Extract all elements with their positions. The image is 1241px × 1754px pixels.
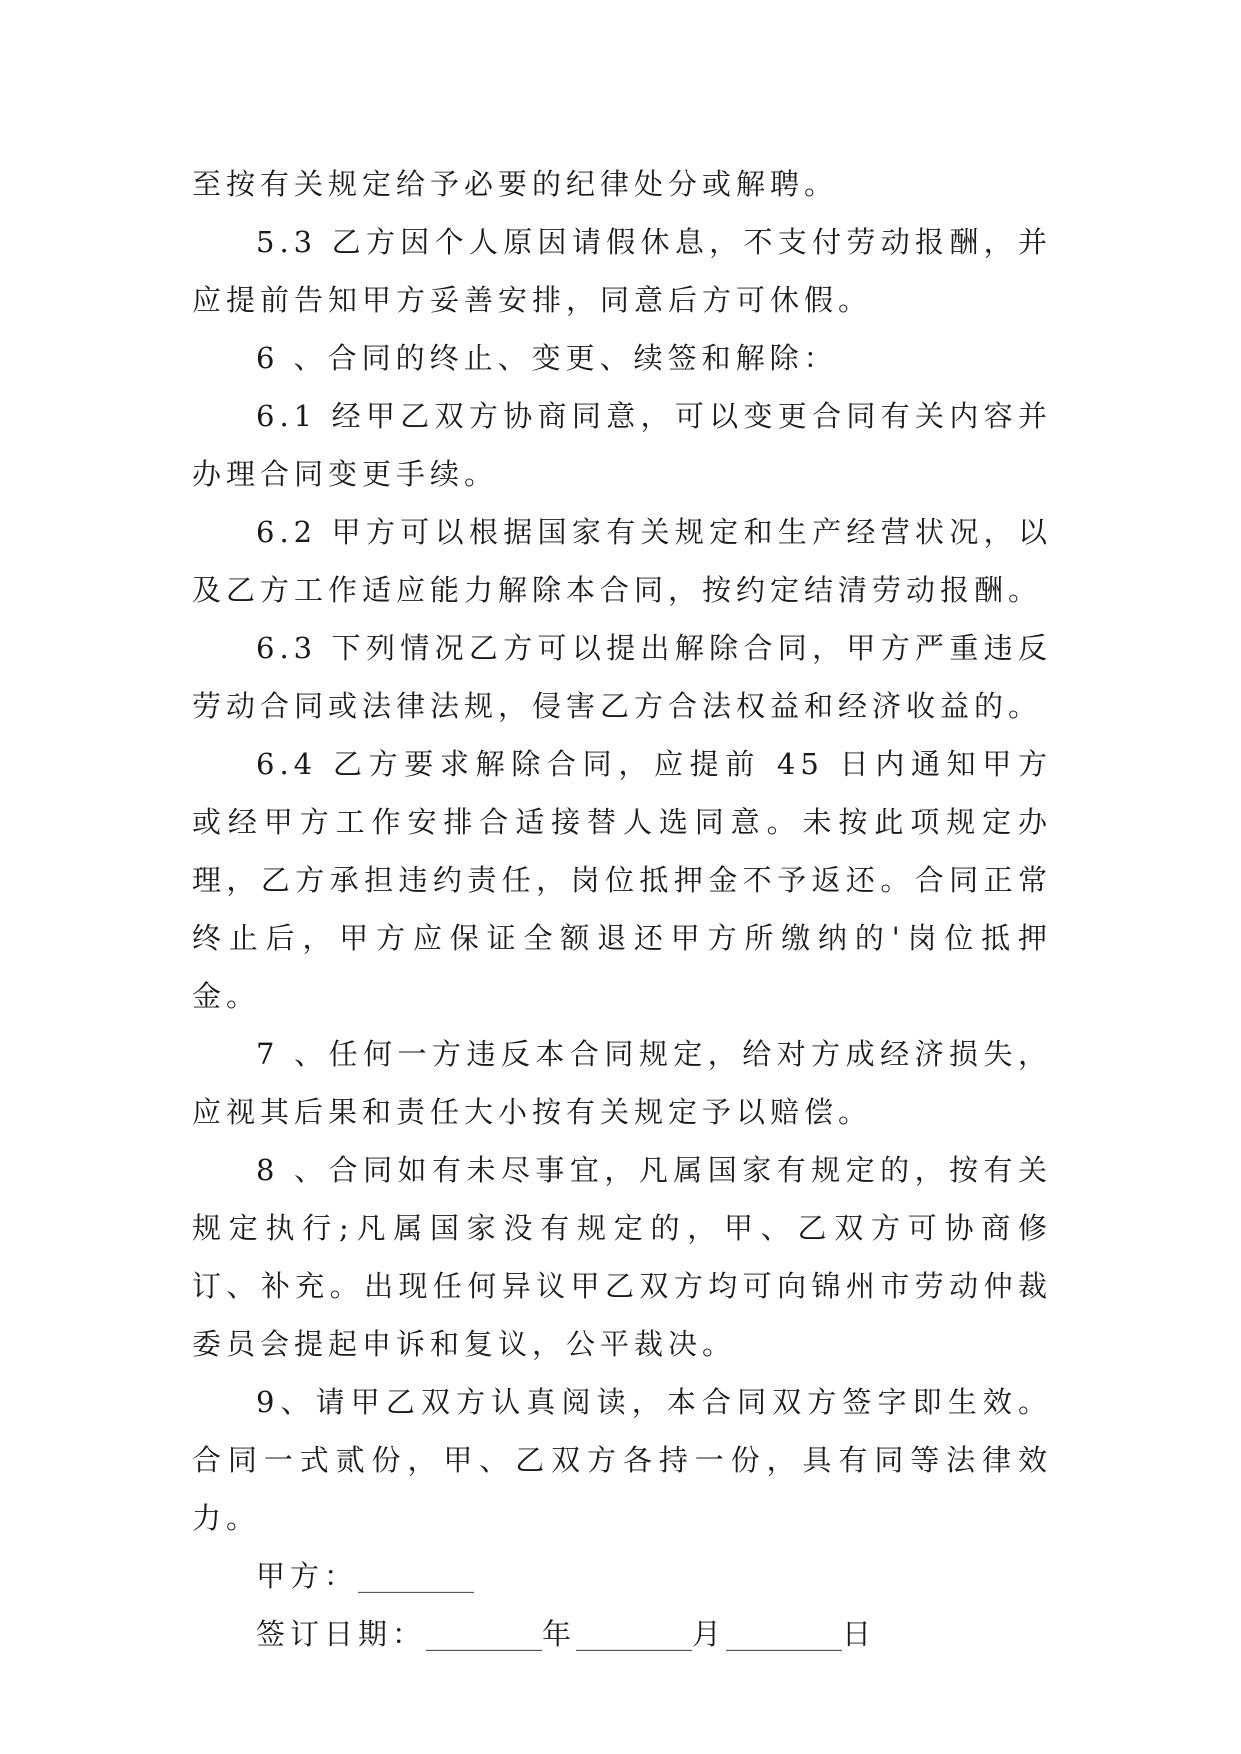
contract-page xyxy=(192,155,1052,1663)
party-a-blank: ________ xyxy=(358,1559,475,1593)
clause-9: 9、请甲乙双方认真阅读，本合同双方签字即生效。合同一式贰份，甲、乙双方各持一份，具有同等法律效力。 xyxy=(192,1385,1052,1535)
signing-date-line xyxy=(192,1605,1052,1663)
clause-6-3: 6.3 下列情况乙方可以提出解除合同，甲方严重违反劳动合同或法律法规，侵害乙方合法权益和经济收益的。 xyxy=(192,631,1052,723)
clause-5-3: 5.3 乙方因个人原因请假休息，不支付劳动报酬，并应提前告知甲方妥善安排，同意后方可休假。 xyxy=(192,225,1052,317)
month-label: 月 xyxy=(692,1617,727,1651)
party-a-signature-line xyxy=(192,1547,1052,1605)
clause-6-1: 6.1 经甲乙双方协商同意，可以变更合同有关内容并办理合同变更手续。 xyxy=(192,399,1052,491)
month-blank: ________ xyxy=(576,1617,693,1651)
clause-8: 8 、合同如有未尽事宜，凡属国家有规定的，按有关规定执行;凡属国家没有规定的，甲、乙双方可协商修订、补充。出现任何异议甲乙双方均可向锦州市劳动仲裁委员会提起申诉和复议，公平裁决。 xyxy=(192,1153,1052,1361)
year-label: 年 xyxy=(542,1617,577,1651)
contract-body xyxy=(192,155,1052,1547)
clause-6-4: 6.4 乙方要求解除合同，应提前 45 日内通知甲方或经甲方工作安排合适接替人选同意。未按此项规定办理，乙方承担违约责任，岗位抵押金不予返还。合同正常终止后，甲方应保证全额退还甲方所缴纳的'岗位抵押金。 xyxy=(192,747,1052,1013)
clause-6-2: 6.2 甲方可以根据国家有关规定和生产经营状况，以及乙方工作适应能力解除本合同，按约定结清劳动报酬。 xyxy=(192,515,1052,607)
clause-6-heading: 6 、合同的终止、变更、续签和解除： xyxy=(256,341,838,375)
clause-7: 7 、任何一方违反本合同规定，给对方成经济损失，应视其后果和责任大小按有关规定予以赔偿。 xyxy=(192,1037,1052,1129)
year-blank: ________ xyxy=(426,1617,543,1651)
day-label: 日 xyxy=(842,1617,877,1651)
signing-date-label: 签订日期： xyxy=(256,1617,427,1651)
party-a-label: 甲方： xyxy=(256,1559,359,1593)
day-blank: ________ xyxy=(726,1617,843,1651)
paragraph-continuation: 至按有关规定给予必要的纪律处分或解聘。 xyxy=(192,167,839,201)
